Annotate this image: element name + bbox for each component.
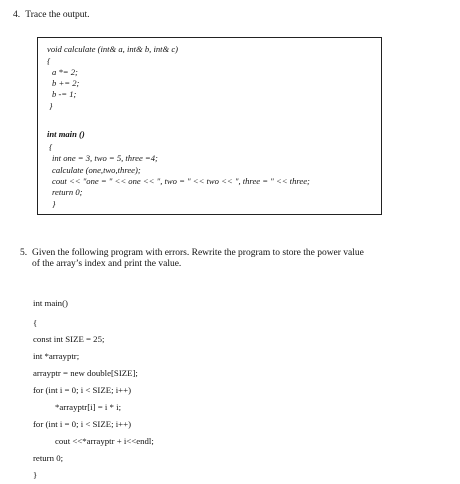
question-5-text (20, 248, 440, 270)
code4-line-7: int main () (47, 129, 85, 139)
code5-line-4: int *arrayptr; (33, 351, 80, 361)
code5-line-10: return 0; (33, 453, 64, 463)
code5-line-9: cout <<*arrayptr + i<<endl; (55, 436, 154, 446)
code4-line-6: } (49, 101, 53, 111)
question-5-number: 5. (20, 248, 28, 258)
code5-line-5: arrayptr = new double[SIZE]; (33, 368, 138, 378)
question-4-title: Trace the output. (25, 10, 90, 20)
code4-line-11: cout << "one = " << one << ", two = " << two << ", three = " << three; (52, 176, 310, 186)
code4-line-8: { (49, 142, 53, 152)
question-5-line-1: Given the following program with errors. Rewrite the program to store the power value (32, 248, 364, 258)
code4-line-13: } (52, 199, 56, 209)
code4-line-5: b -= 1; (52, 89, 77, 99)
code4-line-9: int one = 3, two = 5, three =4; (52, 153, 158, 163)
code5-line-1: int main() (33, 298, 68, 308)
code4-line-3: a *= 2; (52, 67, 78, 77)
question-4-number: 4. (13, 10, 21, 20)
question-4-heading (13, 10, 90, 20)
code4-line-1: void calculate (int& a, int& b, int& c) (47, 44, 179, 54)
question-5-line-2: of the array’s index and print the value. (32, 259, 182, 269)
code5-line-3: const int SIZE = 25; (33, 334, 105, 344)
code5-line-7: *arrayptr[i] = i * i; (55, 402, 122, 412)
code4-line-4: b += 2; (52, 78, 80, 88)
code4-line-12: return 0; (52, 187, 83, 197)
code5-line-2: { (33, 318, 38, 328)
code5-line-8: for (int i = 0; i < SIZE; i++) (33, 419, 132, 429)
code-box-question-4 (37, 37, 382, 215)
code5-line-6: for (int i = 0; i < SIZE; i++) (33, 385, 132, 395)
code4-line-2: { (47, 56, 51, 66)
code4-line-10: calculate (one,two,three); (52, 165, 141, 175)
code5-line-11: } (33, 470, 38, 480)
